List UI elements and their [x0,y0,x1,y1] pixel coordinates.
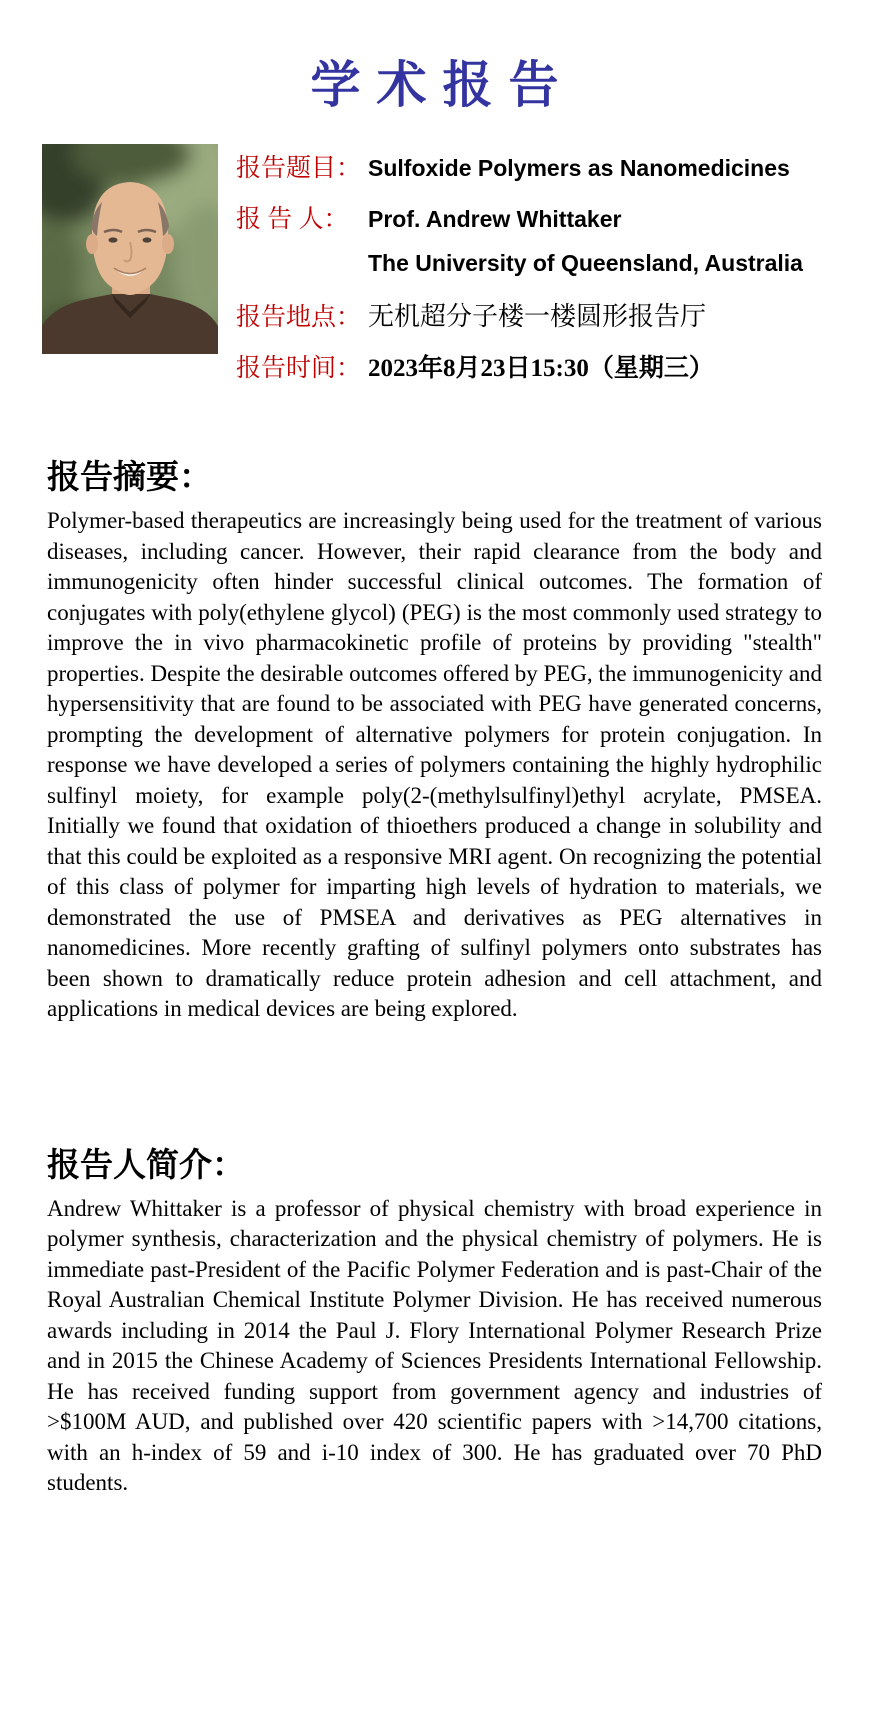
location-label: 报告地点： [236,304,362,331]
seminar-poster [0,56,869,1719]
detail-row-time [236,348,822,384]
seminar-details [218,144,822,399]
header-section [47,144,822,399]
detail-row-affiliation [236,250,822,281]
bio-heading: 报告人简介： [47,1145,245,1183]
page-title: 学术报告 [310,57,575,113]
time-label: 报告时间： [236,355,362,382]
speaker-portrait-image [42,144,218,354]
bio-body: Andrew Whittaker is a professor of physical chemistry with broad experience in polymer synthesis, characterization and the physical chemistry of polymers. He is immediate past-President of the Pacific Polymer Federation and is past-Chair of the Royal Australian Chemical Institute Polymer Division. He has received numerous awards including in 2014 the Paul J. Flory International Polymer Research Prize and in 2015 the Chinese Academy of Sciences Presidents International Fellowship. He has received funding support from government agency and industries of >$100M AUD, and published over 420 scientific papers with >14,700 citations, with an h-index of 59 and i-10 index of 300. He has graduated over 70 PhD students. [47,1195,822,1495]
time-value: 2023年8月23日15:30（星期三） [368,355,714,382]
speaker-label: 报 告 人： [236,206,349,233]
affiliation-value: The University of Queensland, Australia [368,250,803,276]
detail-row-speaker [236,199,822,235]
detail-row-location [236,296,822,333]
abstract-body: Polymer-based therapeutics are increasingly being used for the treatment of various diseases, including cancer. However, their rapid clearance from the body and immunogenicity often hinder successful clinical outcomes. The formation of conjugates with poly(ethylene glycol) (PEG) is the most commonly used strategy to improve the in vivo pharmacokinetic profile of proteins by providing "stealth" properties. Despite the desirable outcomes offered by PEG, the immunogenicity and hypersensitivity that are found to be associated with PEG have generated concerns, prompting the development of alternative polymers for protein conjugation. In response we have developed a series of polymers containing the highly hydrophilic sulfinyl moiety, for example poly(2-(methylsulfinyl)ethyl acrylate, PMSEA. Initially we found that oxidation of thioethers produced a change in solubility and that this could be exploited as a responsive MRI agent. On recognizing the potential of this class of polymer for imparting high levels of hydration to materials, we demonstrated the use of PMSEA and derivatives as PEG alternatives in nanomedicines. More recently grafting of sulfinyl polymers onto substrates has been shown to dramatically reduce protein adhesion and cell attachment, and applications in medical devices are being explored. [47,508,822,1021]
speaker-value: Prof. Andrew Whittaker [368,206,622,232]
title-label: 报告题目： [236,155,362,182]
location-value: 无机超分子楼一楼圆形报告厅 [368,302,707,331]
title-value: Sulfoxide Polymers as Nanomedicines [368,155,790,181]
speaker-photo [42,144,218,354]
detail-row-title [236,148,822,184]
abstract-heading: 报告摘要： [47,458,212,495]
